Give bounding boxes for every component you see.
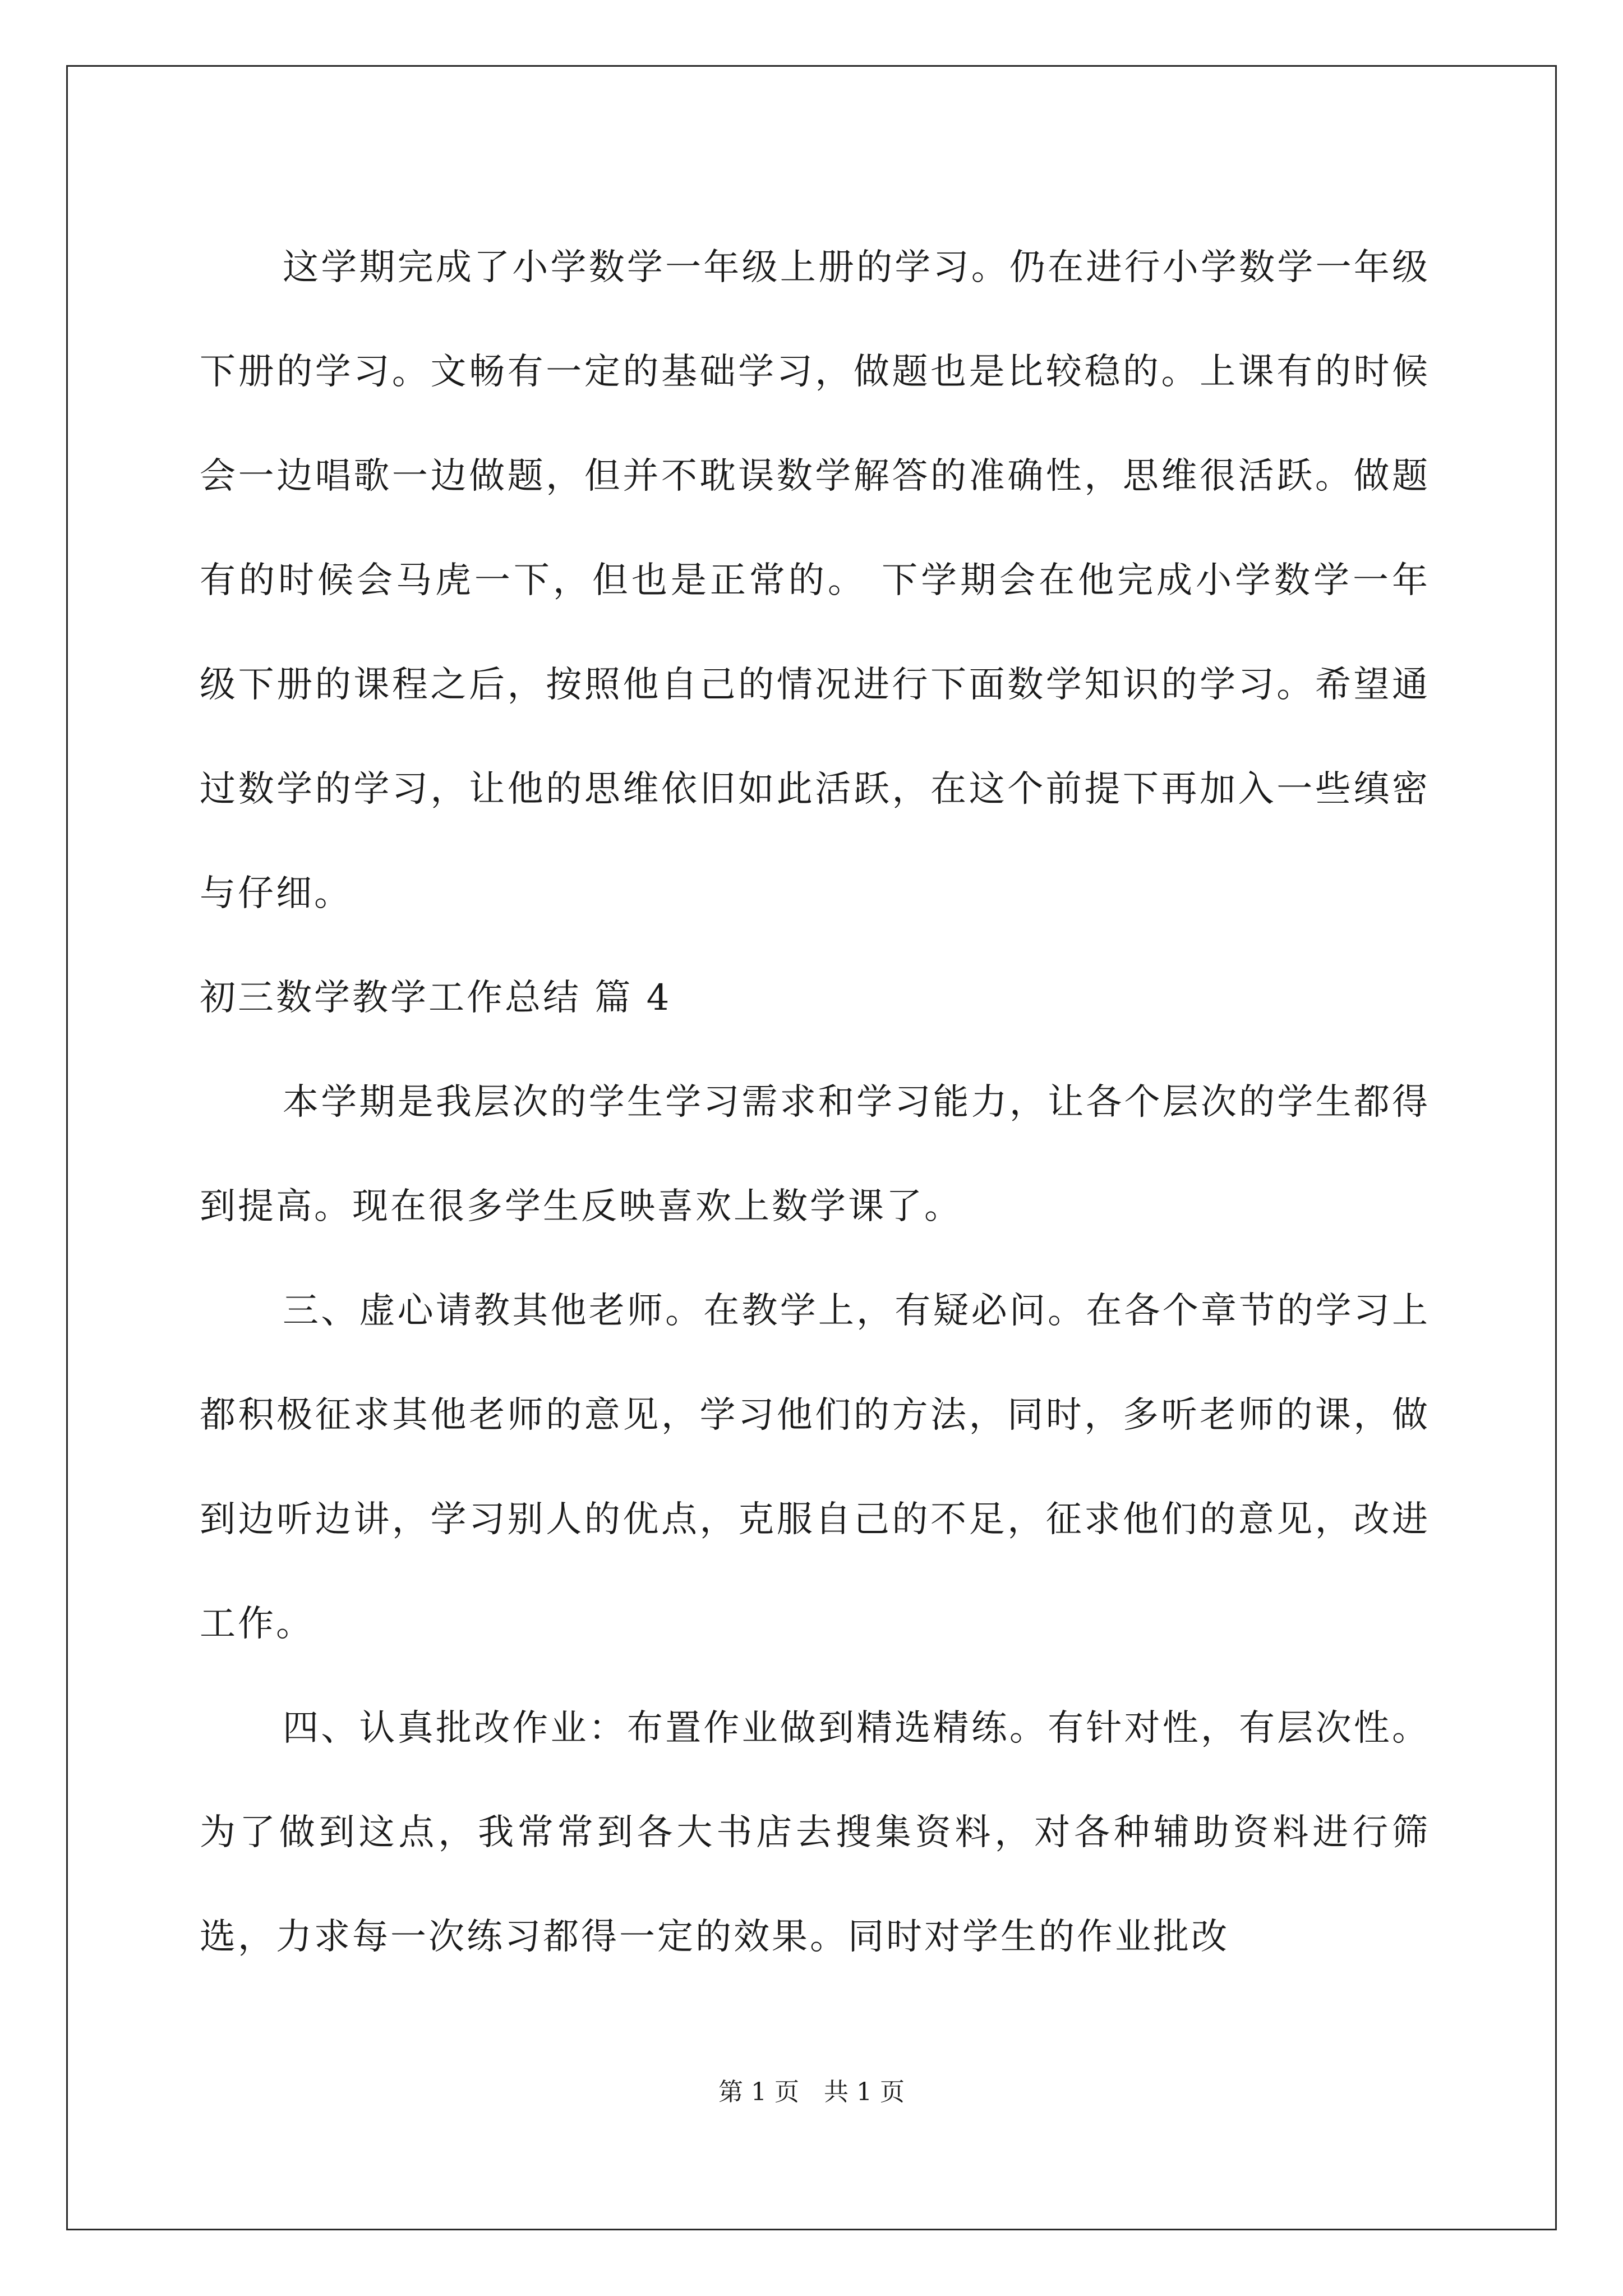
- paragraph-2: 本学期是我层次的学生学习需求和学习能力，让各个层次的学生都得到提高。现在很多学生反映喜欢上数学课了。: [200, 1082, 1430, 1227]
- page-footer: [0, 2076, 1623, 2109]
- paragraph-1: 这学期完成了小学数学一年级上册的学习。仍在进行小学数学一年级下册的学习。文畅有一定的基础学习，做题也是比较稳的。上课有的时候会一边唱歌一边做题，但并不耽误数学解答的准确性，思维很活跃。做题有的时候会马虎一下，但也是正常的。 下学期会在他完成小学数学一年级下册的课程之后，按照他自己的情况进行下面数学知识的学习。希望通过数学的学习，让他的思维依旧如此活跃，在这个前提下再加入一些缜密与仔细。: [200, 247, 1430, 914]
- paragraph-4: 四、认真批改作业：布置作业做到精选精练。有针对性，有层次性。为了做到这点，我常常到各大书店去搜集资料，对各种辅助资料进行筛选，力求每一次练习都得一定的效果。同时对学生的作业批改: [200, 1708, 1430, 1958]
- section-heading: 初三数学教学工作总结 篇 4: [200, 977, 672, 1019]
- document-body: [200, 215, 1430, 1989]
- page-total: 共 1 页: [824, 2078, 905, 2106]
- page-number: 第 1 页: [718, 2078, 799, 2106]
- paragraph-3: 三、虚心请教其他老师。在教学上，有疑必问。在各个章节的学习上都积极征求其他老师的意见，学习他们的方法，同时，多听老师的课，做到边听边讲，学习别人的优点，克服自己的不足，征求他们的意见，改进工作。: [200, 1290, 1430, 1645]
